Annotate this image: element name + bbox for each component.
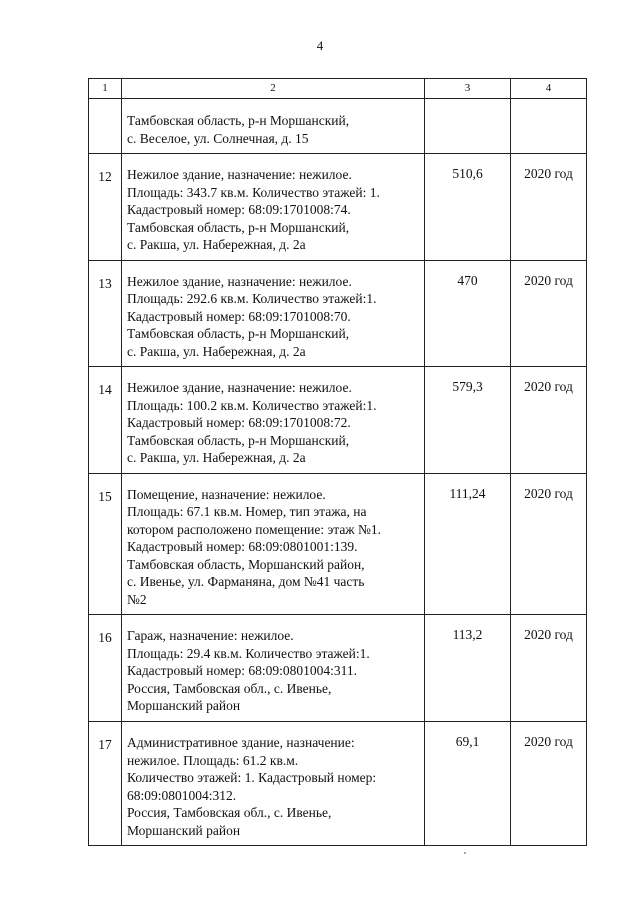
row-year: 2020 год (524, 734, 573, 749)
row-year: 2020 год (524, 379, 573, 394)
table-row (89, 473, 587, 615)
header-col-3: 3 (425, 79, 511, 99)
row-number: 12 (98, 169, 112, 184)
row-value (425, 99, 510, 110)
row-description: Помещение, назначение: нежилое. Площадь: 67.1 кв.м. Номер, тип этажа, на котором расположено помещение: этаж №1. Кадастровый номер: 68:09:0801001:139. Тамбовская область, Моршанский район, с. Ивенье, ул. Фарманяна, дом №41 часть №2 (127, 486, 382, 607)
row-number: 13 (98, 275, 112, 291)
row-value: 111,24 (449, 485, 486, 501)
row-year (511, 99, 586, 110)
page-number: 4 (316, 38, 324, 53)
row-number: 14 (98, 382, 112, 397)
row-number (89, 99, 121, 113)
row-year: 2020 год (524, 485, 573, 501)
table-header-row (89, 79, 587, 99)
row-number: 16 (98, 630, 112, 645)
table-row (89, 367, 587, 474)
table-row (89, 154, 587, 261)
row-description: Административное здание, назначение: нежилое. Площадь: 61.2 кв.м. Количество этажей: 1. Кадастровый номер: 68:09:0801004:312. Россия, Тамбовская обл., с. Ивенье, Моршанский район (127, 735, 377, 838)
row-number: 15 (98, 488, 112, 504)
property-table (88, 78, 587, 846)
header-col-1: 1 (89, 79, 122, 99)
header-col-4: 4 (511, 79, 587, 99)
row-value: 470 (457, 272, 478, 288)
row-value: 510,6 (452, 166, 483, 181)
row-value: 579,3 (452, 379, 483, 394)
row-description: Нежилое здание, назначение: нежилое. Площадь: 343.7 кв.м. Количество этажей: 1. Кадастровый номер: 68:09:1701008:74. Тамбовская область, р-н Моршанский, с. Ракша, ул. Набережная, д. 2а (127, 167, 380, 252)
row-year: 2020 год (524, 272, 573, 288)
row-number: 17 (98, 737, 112, 752)
table-row (89, 722, 587, 846)
row-description: Тамбовская область, р-н Моршанский, с. Веселое, ул. Солнечная, д. 15 (127, 113, 350, 146)
table-row (89, 615, 587, 722)
row-value: 69,1 (455, 734, 480, 749)
row-value: 113,2 (452, 627, 483, 642)
row-description: Нежилое здание, назначение: нежилое. Площадь: 292.6 кв.м. Количество этажей:1. Кадастровый номер: 68:09:1701008:70. Тамбовская область, р-н Моршанский, с. Ракша, ул. Набережная, д. 2а (127, 273, 377, 359)
row-description: Гараж, назначение: нежилое. Площадь: 29.4 кв.м. Количество этажей:1. Кадастровый номер: 68:09:0801004:311. Россия, Тамбовская обл., с. Ивенье, Моршанский район (127, 628, 370, 713)
scan-speck (464, 852, 466, 854)
table-row (89, 260, 587, 367)
header-col-2: 2 (122, 79, 425, 99)
table-row (89, 99, 587, 154)
row-year: 2020 год (524, 627, 573, 642)
row-year: 2020 год (524, 166, 573, 181)
row-description: Нежилое здание, назначение: нежилое. Площадь: 100.2 кв.м. Количество этажей:1. Кадастровый номер: 68:09:1701008:72. Тамбовская область, р-н Моршанский, с. Ракша, ул. Набережная, д. 2а (127, 380, 377, 465)
